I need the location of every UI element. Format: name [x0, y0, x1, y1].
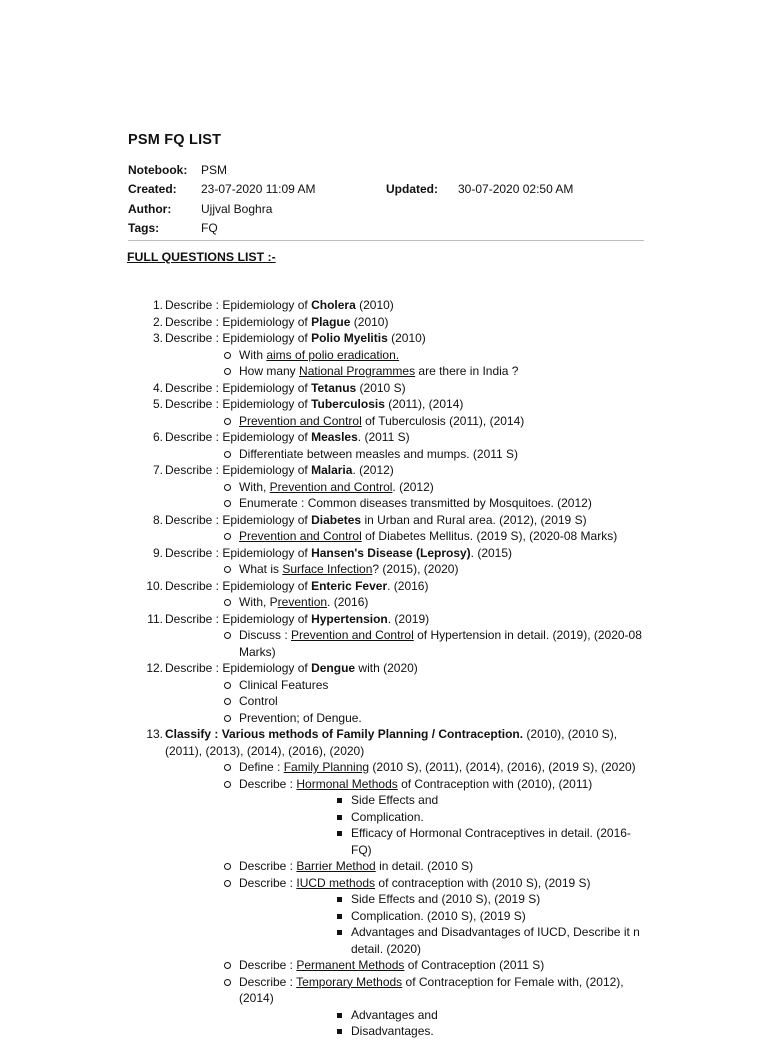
subquestion-item: [165, 693, 644, 710]
question-text: Describe : Epidemiology of: [165, 463, 312, 477]
subquestion-text-end: in detail. (2010 S): [375, 859, 474, 873]
question-text: Describe : Epidemiology of: [165, 512, 312, 527]
subquestion-list: [165, 759, 644, 1040]
section-heading: FULL QUESTIONS LIST :-: [127, 250, 276, 264]
subquestion-text-end: . (2016): [327, 595, 369, 609]
subquestion-text: Control: [239, 694, 278, 708]
hollow-bullet-icon: [224, 566, 231, 573]
question-topic: Cholera: [311, 298, 356, 312]
tags-label: Tags:: [128, 221, 160, 236]
subsubquestion-text: Side Effects and: [351, 793, 439, 807]
question-years: in Urban and Rural area. (2012), (2019 S): [361, 512, 587, 527]
question-topic: Enteric Fever: [311, 578, 388, 593]
subquestion-list: [165, 677, 644, 727]
subquestion-text: Enumerate : Common diseases transmitted by Mosquitoes. (2012): [239, 496, 592, 510]
subquestion-text-end: of Diabetes Mellitus. (2019 S), (2020-08 Marks): [361, 529, 618, 543]
question-text: Describe : Epidemiology of: [165, 314, 312, 329]
question-number: 1.: [152, 298, 163, 312]
subquestion-underlined: Prevention and Control: [269, 479, 393, 494]
hollow-bullet-icon: [224, 632, 231, 639]
hollow-bullet-icon: [224, 962, 231, 969]
subquestion-list: [165, 347, 644, 380]
subquestion-item: [165, 858, 644, 875]
subquestion-underlined: Permanent Methods: [296, 958, 405, 972]
subsubquestion-text: Complication. (2010 S), (2019 S): [351, 908, 526, 923]
subquestion-text-end: of Contraception (2011 S): [404, 958, 545, 972]
subsubquestion-text: Complication.: [351, 809, 424, 824]
created-label: Created:: [128, 182, 177, 197]
subsubquestion-item: [239, 908, 644, 925]
subquestion-item: [165, 413, 644, 430]
subsubquestion-text: Side Effects and (2010 S), (2019 S): [351, 892, 541, 906]
subquestion-list: [165, 561, 644, 578]
subquestion-text-end: (2010 S), (2011), (2014), (2016), (2019 S), (2020): [369, 760, 636, 774]
hollow-bullet-icon: [224, 500, 231, 507]
question-years: (2010): [350, 314, 389, 329]
subquestion-underlined: Prevention and Control: [239, 529, 362, 543]
updated-label: Updated:: [386, 182, 438, 197]
subsubquestion-item: [239, 809, 644, 826]
question-topic: Diabetes: [311, 512, 362, 527]
question-years: with (2020): [355, 661, 418, 675]
subquestion-underlined: Barrier Method: [296, 859, 376, 873]
subquestion-list: [165, 594, 644, 611]
subquestion-item: [165, 479, 644, 496]
subsubquestion-text: Disadvantages.: [351, 1024, 434, 1038]
question-topic: Plague: [311, 314, 351, 329]
subquestion-underlined: Surface Infection: [282, 562, 373, 576]
subquestion-item: [165, 495, 644, 512]
subsubquestion-text: Advantages and Disadvantages of IUCD, Describe it n detail. (2020): [351, 925, 640, 956]
subquestion-text-end: of Hypertension in detail. (2019), (2020-08: [413, 628, 642, 642]
subquestion-text: With, P: [239, 595, 278, 609]
question-number: 13.: [146, 727, 163, 741]
meta-row-author: [128, 199, 644, 219]
question-topic: Polio Myelitis: [311, 331, 388, 345]
hollow-bullet-icon: [224, 863, 231, 870]
subquestion-text: Describe :: [239, 875, 297, 890]
subquestion-underlined: aims of polio eradication.: [266, 347, 400, 362]
hollow-bullet-icon: [224, 451, 231, 458]
subquestion-continuation: Marks): [239, 644, 276, 659]
subquestion-text-end: of Contraception for Female with, (2012), (2014): [239, 974, 624, 1005]
question-item: [128, 660, 644, 726]
subquestion-text: Describe :: [239, 859, 297, 873]
subquestion-item: [165, 627, 644, 660]
subquestion-item: [165, 776, 644, 859]
subquestion-text: Describe :: [239, 974, 297, 989]
meta-row-notebook: [128, 160, 644, 180]
subquestion-list: [165, 627, 644, 660]
question-topic: Dengue: [311, 661, 356, 675]
subquestion-underlined: Family Planning: [283, 760, 370, 774]
question-text: Describe : Epidemiology of: [165, 661, 312, 675]
question-continuation: (2011), (2013), (2014), (2016), (2020): [165, 743, 365, 758]
question-number: 11.: [147, 611, 163, 626]
subquestion-text-end: . (2012): [392, 479, 434, 494]
question-text: Describe : Epidemiology of: [165, 380, 312, 395]
subquestion-underlined: IUCD methods: [296, 875, 376, 890]
hollow-bullet-icon: [224, 352, 231, 359]
subquestion-text: With: [239, 347, 267, 362]
subquestion-underlined: revention: [277, 595, 328, 609]
created-value: 23-07-2020 11:09 AM: [201, 182, 316, 197]
question-topic: Tetanus: [311, 380, 357, 395]
question-item: [128, 545, 644, 578]
hollow-bullet-icon: [224, 599, 231, 606]
hollow-bullet-icon: [224, 368, 231, 375]
subquestion-item: [165, 875, 644, 958]
square-bullet-icon: [337, 815, 342, 820]
subquestion-text: Describe :: [239, 958, 297, 972]
question-topic: Malaria: [311, 463, 353, 477]
subquestion-text-end: of Contraception with (2010), (2011): [397, 776, 593, 791]
subquestion-text-end: ? (2015), (2020): [372, 562, 459, 576]
subquestion-item: [165, 677, 644, 694]
subquestion-text-end: of Tuberculosis (2011), (2014): [361, 413, 525, 428]
subquestion-item: [165, 957, 644, 974]
hollow-bullet-icon: [224, 880, 231, 887]
question-item: [128, 611, 644, 661]
subquestion-text-end: of contraception with (2010 S), (2019 S): [375, 875, 591, 890]
question-text: Describe : Epidemiology of: [165, 578, 312, 593]
question-topic: Measles: [311, 430, 358, 444]
subquestion-item: [165, 446, 644, 463]
subquestion-text: Prevention; of Dengue.: [239, 710, 362, 725]
question-years: (2010): [355, 298, 394, 312]
question-number: 3.: [152, 331, 163, 345]
subquestion-underlined: Temporary Methods: [296, 974, 403, 989]
hollow-bullet-icon: [224, 781, 231, 788]
hollow-bullet-icon: [224, 698, 231, 705]
question-topic: Classify : Various methods of Family Planning / Contraception.: [165, 727, 524, 741]
subquestion-list: [165, 446, 644, 463]
question-text: Describe : Epidemiology of: [165, 430, 312, 444]
hollow-bullet-icon: [224, 418, 231, 425]
subsubquestion-item: [239, 1007, 644, 1024]
question-text: Describe : Epidemiology of: [165, 331, 312, 345]
question-topic: Hansen's Disease (Leprosy): [311, 545, 471, 560]
subquestion-text: Clinical Features: [239, 677, 329, 692]
subsubquestion-list: [239, 792, 644, 858]
question-item: [128, 512, 644, 545]
subquestion-list: [165, 479, 644, 512]
notebook-label: Notebook:: [128, 162, 188, 177]
subquestion-text: Discuss :: [239, 628, 292, 642]
subsubquestion-item: [239, 792, 644, 809]
question-number: 10.: [146, 578, 163, 593]
subquestion-item: [165, 528, 644, 545]
question-years: (2010 S): [356, 380, 406, 395]
square-bullet-icon: [337, 1013, 342, 1018]
question-item: [128, 330, 644, 380]
subquestion-text: Define :: [239, 760, 284, 774]
subsubquestion-text: Efficacy of Hormonal Contraceptives in detail. (2016-FQ): [351, 826, 631, 857]
metadata-table: [128, 160, 644, 241]
subsubquestion-text: Advantages and: [351, 1007, 438, 1022]
square-bullet-icon: [337, 897, 342, 902]
note-page: [127, 132, 644, 1038]
subquestion-item: [165, 974, 644, 1040]
question-text: Describe : Epidemiology of: [165, 611, 312, 626]
hollow-bullet-icon: [224, 484, 231, 491]
hollow-bullet-icon: [224, 533, 231, 540]
question-years: . (2012): [352, 463, 394, 477]
square-bullet-icon: [337, 798, 342, 803]
question-item: [128, 380, 644, 397]
subquestion-item: [165, 710, 644, 727]
subquestion-item: [165, 363, 644, 380]
subsubquestion-item: [239, 924, 644, 957]
question-item: [128, 726, 644, 1040]
subquestion-item: [165, 594, 644, 611]
question-number: 7.: [152, 463, 163, 477]
subsubquestion-list: [239, 891, 644, 957]
hollow-bullet-icon: [224, 764, 231, 771]
subquestion-list: [165, 528, 644, 545]
updated-value: 30-07-2020 02:50 AM: [458, 182, 574, 197]
question-number: 12.: [146, 661, 163, 675]
square-bullet-icon: [337, 831, 342, 836]
notebook-value: PSM: [201, 162, 228, 177]
question-years: (2010), (2010 S),: [523, 727, 618, 741]
subquestion-item: [165, 561, 644, 578]
question-text: Describe : Epidemiology of: [165, 545, 312, 560]
question-years: (2011), (2014): [384, 397, 464, 411]
subquestion-text: What is: [239, 562, 283, 576]
tags-value: FQ: [201, 221, 218, 236]
question-text: Describe : Epidemiology of: [165, 397, 312, 411]
square-bullet-icon: [337, 914, 342, 919]
question-number: 8.: [152, 512, 163, 527]
subquestion-text: With,: [239, 479, 270, 494]
subsubquestion-item: [239, 1023, 644, 1040]
subsubquestion-item: [239, 825, 644, 858]
question-item: [128, 462, 644, 512]
subquestion-item: [165, 759, 644, 776]
question-item: [128, 314, 644, 331]
questions-list: [128, 297, 644, 1040]
question-item: [128, 429, 644, 462]
subquestion-underlined: Prevention and Control: [291, 628, 414, 642]
subquestion-text: Differentiate between measles and mumps. (2011 S): [239, 446, 519, 461]
subquestion-underlined: National Programmes: [299, 364, 416, 378]
subsubquestion-item: [239, 891, 644, 908]
question-number: 9.: [152, 545, 163, 560]
question-years: . (2011 S): [357, 430, 410, 444]
subquestion-text: Describe :: [239, 776, 297, 791]
question-years: (2010): [387, 331, 426, 345]
question-number: 4.: [152, 380, 163, 395]
subquestion-underlined: Hormonal Methods: [296, 776, 398, 791]
question-topic: Hypertension: [311, 611, 388, 626]
subsubquestion-list: [239, 1007, 644, 1040]
hollow-bullet-icon: [224, 979, 231, 986]
subquestion-text-end: are there in India ?: [415, 364, 519, 378]
question-years: . (2016): [387, 578, 429, 593]
question-item: [128, 578, 644, 611]
question-number: 2.: [152, 314, 163, 329]
hollow-bullet-icon: [224, 682, 231, 689]
subquestion-list: [165, 413, 644, 430]
question-topic: Tuberculosis: [311, 397, 385, 411]
question-years: . (2015): [470, 545, 513, 560]
subquestion-item: [165, 347, 644, 364]
square-bullet-icon: [337, 930, 342, 935]
subquestion-underlined: Prevention and Control: [239, 413, 362, 428]
meta-row-tags: [128, 219, 644, 239]
question-item: [128, 396, 644, 429]
question-years: . (2019): [387, 611, 430, 626]
question-number: 5.: [152, 397, 163, 411]
hollow-bullet-icon: [224, 715, 231, 722]
subquestion-text: How many: [239, 364, 300, 378]
question-number: 6.: [152, 430, 163, 444]
author-value: Ujjval Boghra: [201, 201, 273, 216]
note-title: PSM FQ LIST: [128, 132, 222, 148]
question-item: [128, 297, 644, 314]
square-bullet-icon: [337, 1029, 342, 1034]
author-label: Author:: [128, 201, 172, 216]
meta-row-created: [128, 180, 644, 200]
question-text: Describe : Epidemiology of: [165, 298, 312, 312]
